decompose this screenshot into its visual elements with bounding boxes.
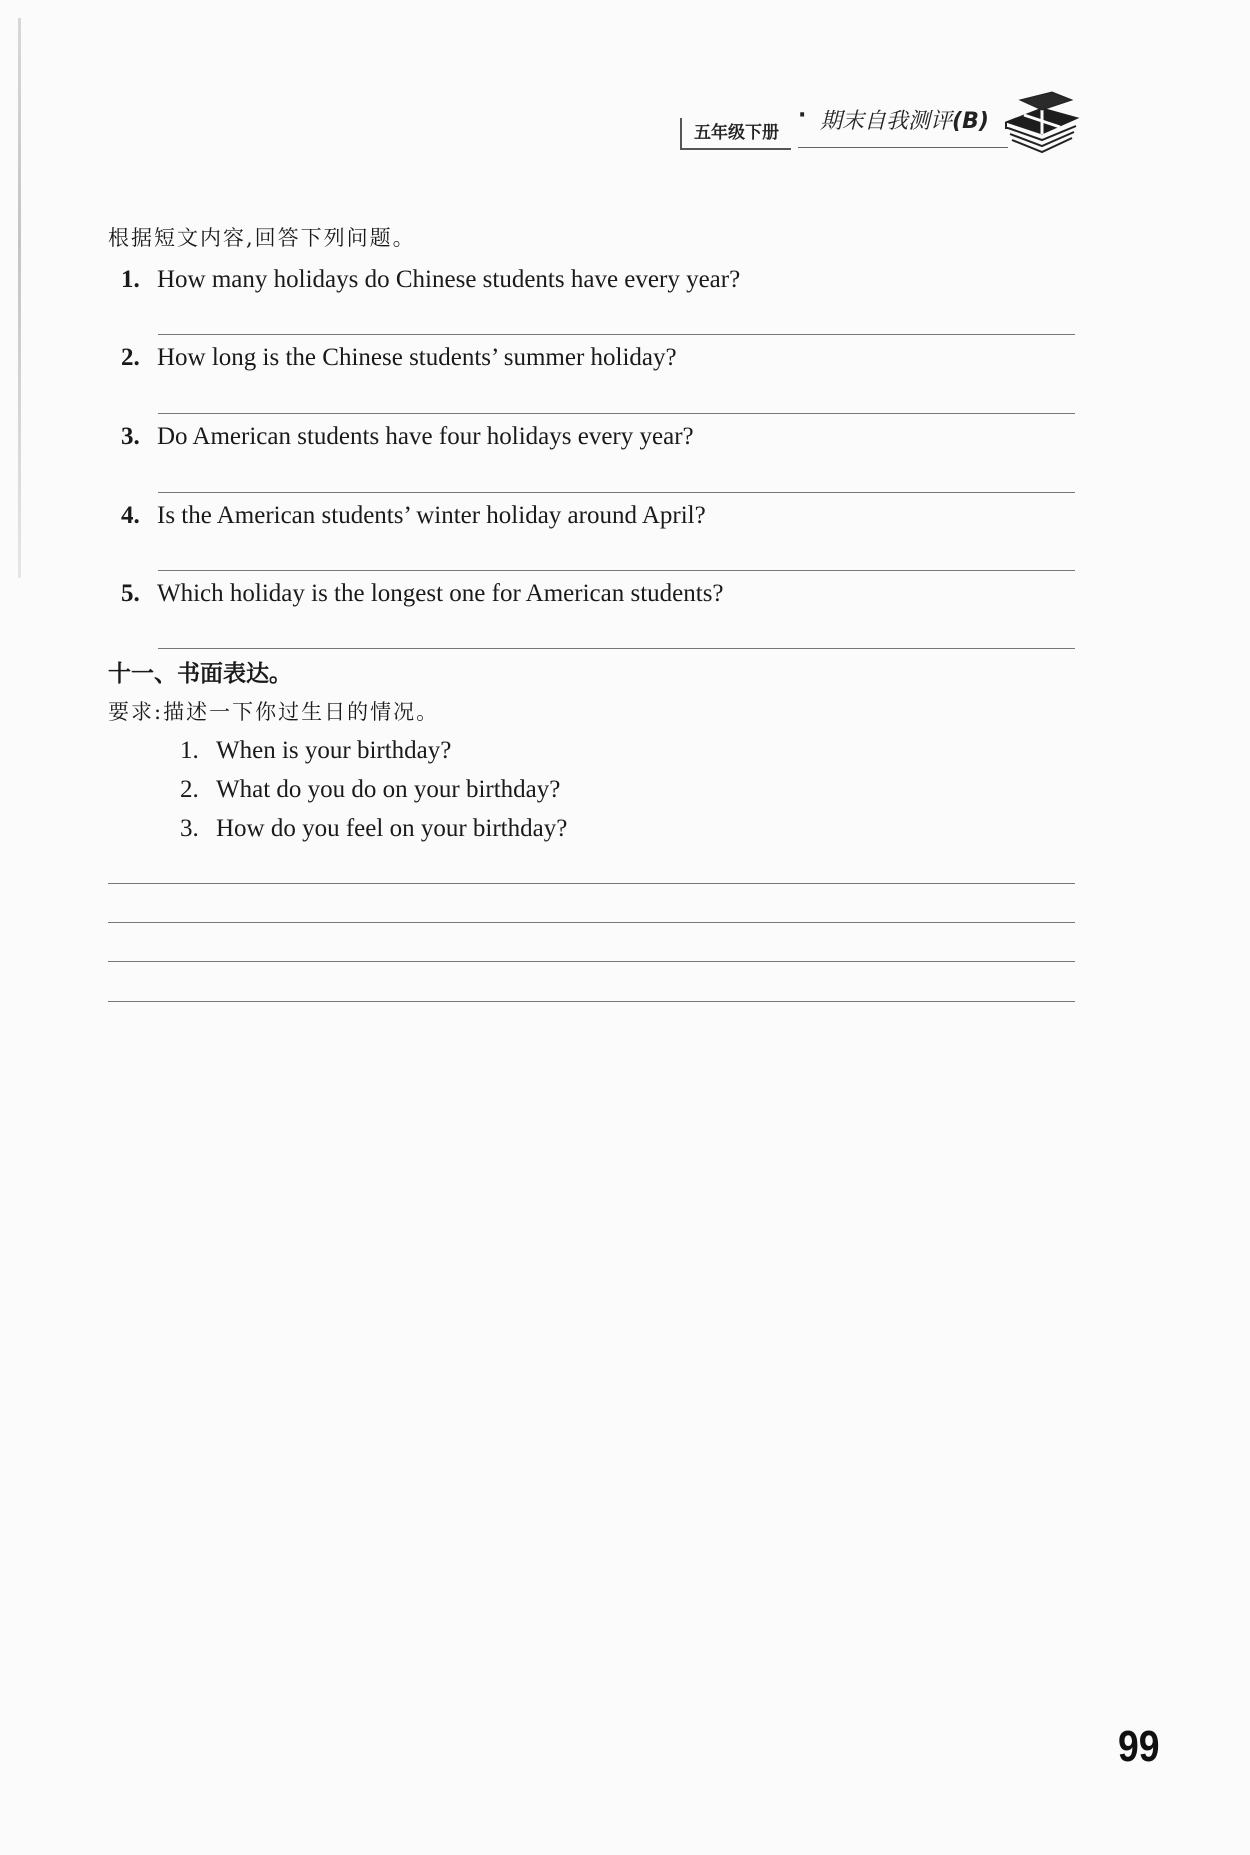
question-1 — [121, 266, 740, 294]
question-text: Is the American students’ winter holiday around April? — [157, 502, 706, 529]
question-number: 1. — [121, 266, 140, 293]
reading-instruction: 根据短文内容,回答下列问题。 — [108, 226, 416, 250]
question-4 — [121, 502, 706, 530]
answer-line-1[interactable] — [158, 334, 1075, 335]
answer-line-2[interactable] — [158, 413, 1075, 414]
writing-line-2[interactable] — [108, 922, 1075, 923]
question-5 — [121, 580, 724, 608]
question-text: Do American students have four holidays every year? — [157, 423, 694, 450]
question-number: 4. — [121, 502, 140, 529]
writing-line-1[interactable] — [108, 883, 1075, 884]
question-number: 5. — [121, 580, 140, 607]
question-text: Which holiday is the longest one for American students? — [157, 580, 724, 607]
question-number: 3. — [121, 423, 140, 450]
page-number: 99 — [1118, 1722, 1160, 1771]
prompt-number: 1. — [180, 737, 199, 764]
test-title-suffix: (B) — [952, 109, 989, 134]
question-text: How long is the Chinese students’ summer holiday? — [157, 344, 677, 371]
header-rule — [798, 147, 1008, 148]
prompt-text: How do you feel on your birthday? — [216, 815, 568, 842]
page-binding-edge — [18, 18, 21, 578]
prompt-text: What do you do on your birthday? — [216, 776, 561, 803]
test-title — [820, 104, 989, 135]
page-header — [680, 88, 1100, 158]
writing-requirement: 要求:描述一下你过生日的情况。 — [108, 700, 440, 724]
writing-prompt-3 — [180, 815, 567, 843]
answer-line-5[interactable] — [158, 648, 1075, 649]
answer-line-4[interactable] — [158, 570, 1075, 571]
section-title-writing: 十一、书面表达。 — [108, 661, 292, 687]
writing-line-4[interactable] — [108, 1001, 1075, 1002]
answer-line-3[interactable] — [158, 492, 1075, 493]
prompt-number: 2. — [180, 776, 199, 803]
grade-label: 五年级下册 — [680, 118, 791, 150]
test-title-text: 期末自我测评 — [820, 109, 953, 134]
question-number: 2. — [121, 344, 140, 371]
book-stack-icon — [1002, 88, 1080, 156]
writing-prompt-2 — [180, 776, 560, 804]
header-separator-dot: · — [798, 103, 807, 128]
question-2 — [121, 344, 677, 372]
question-3 — [121, 423, 694, 451]
prompt-text: When is your birthday? — [216, 737, 452, 764]
prompt-number: 3. — [180, 815, 199, 842]
writing-prompt-1 — [180, 737, 451, 765]
question-text: How many holidays do Chinese students have every year? — [157, 266, 741, 293]
writing-line-3[interactable] — [108, 961, 1075, 962]
